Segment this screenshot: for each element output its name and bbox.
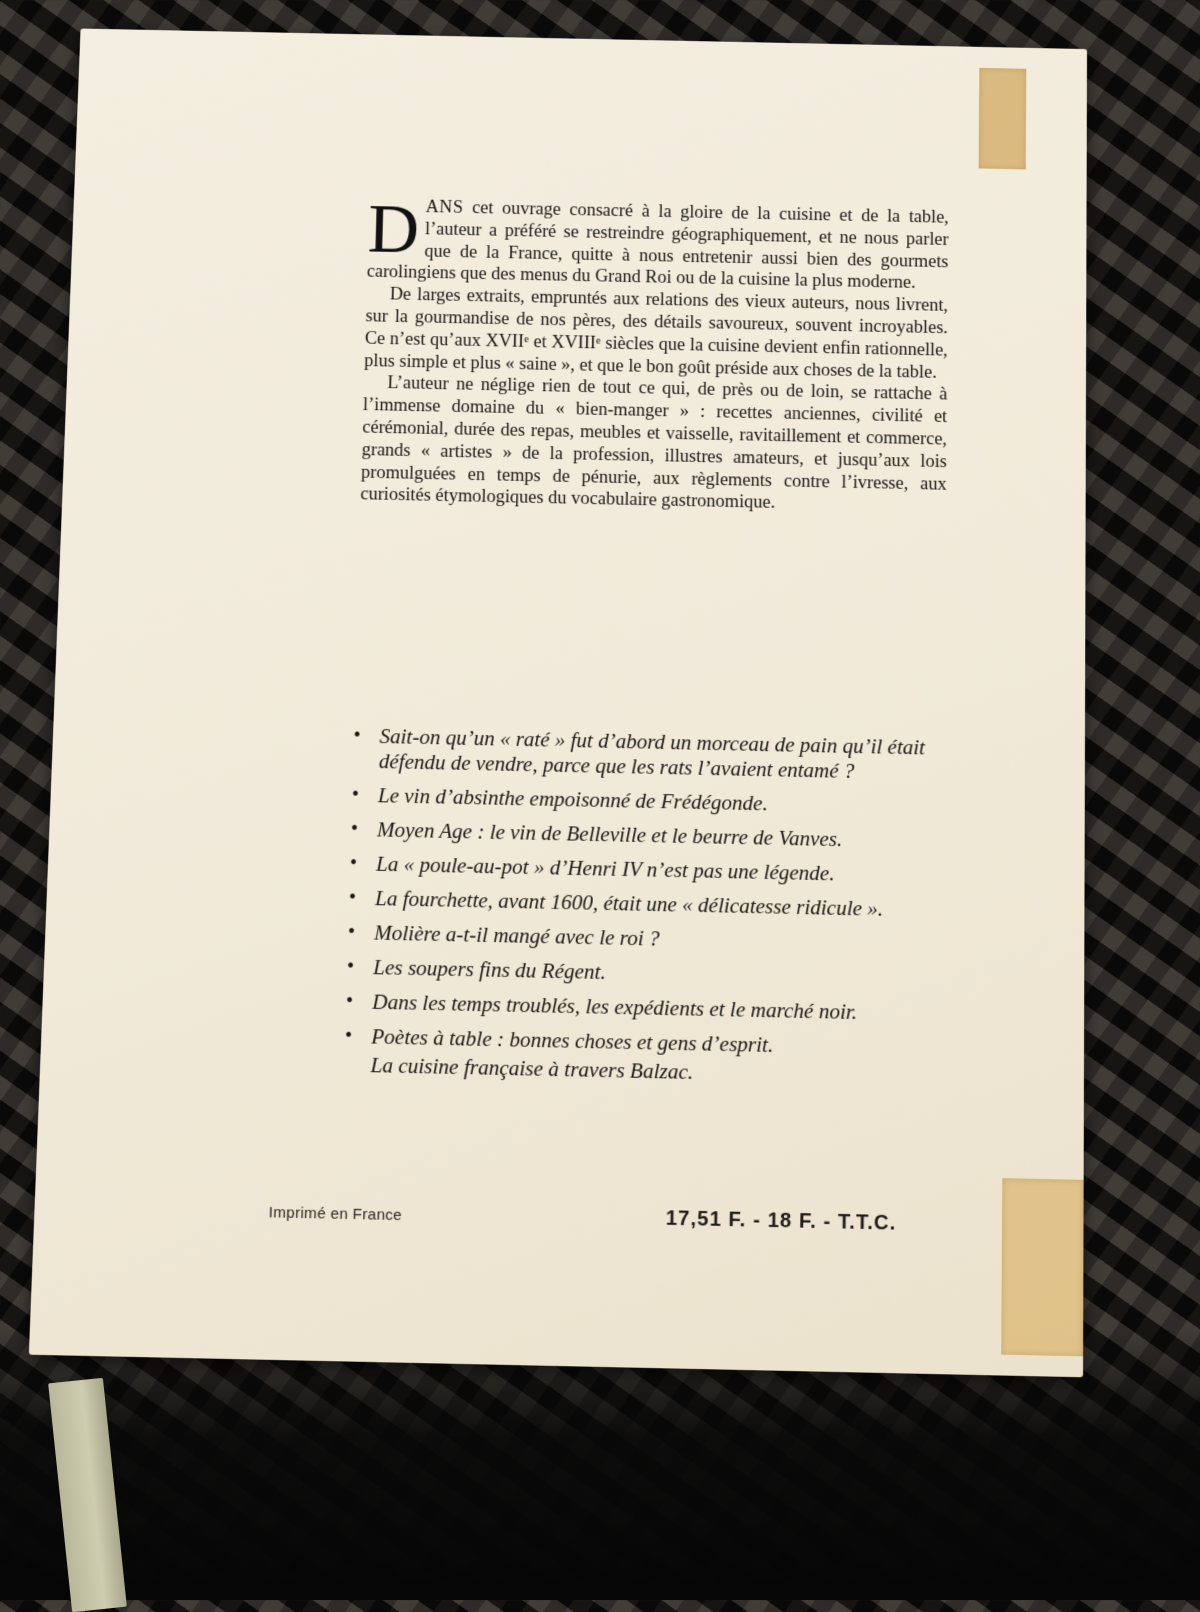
list-item [348, 920, 954, 958]
intro-paragraph-2: De larges extraits, empruntés aux relations des vieux auteurs, nous livrent, sur la gourmandise de nos pères, des détails savoureux, souvent incroyables. Ce n’est qu’aux XVIIᵉ et XVIIIᵉ siècles que la cuisine devient enfin rationnelle, plus simple et plus « saine », et que le bon goût préside aux choses de la table. [363, 285, 949, 383]
list-item [352, 783, 955, 821]
list-item-text: La « poule-au-pot » d’Henri IV n’est pas une légende. [375, 851, 835, 886]
bullet-icon: • [349, 852, 358, 875]
list-item-text: La fourchette, avant 1600, était une « délicatesse ridicule ». [374, 885, 884, 921]
book-back-cover [29, 29, 1087, 1378]
bullet-icon: • [347, 920, 356, 944]
highlights-list [344, 723, 955, 1099]
paragraph-text: cet ouvrage consacré à la gloire de la cuisine et de la table, l’auteur a préféré se restreindre géographiquement, et ne nous parler que de la France, quitte à nous entretenir aussi bien des gourmets carolingiens que des menus du Grand Roi ou de la cuisine la plus moderne. [366, 198, 949, 294]
intro-paragraph-1 [366, 189, 949, 295]
drop-cap-lead: ANS [425, 197, 464, 218]
bullet-icon: • [348, 886, 357, 909]
list-item-text: Les soupers fins du Régent. [372, 954, 607, 985]
bullet-icon: • [351, 783, 360, 806]
list-item-text: Le vin d’absinthe empoisonné de Frédégonde. [377, 783, 769, 816]
bullet-icon: • [345, 989, 354, 1013]
list-item-text: Poètes à table : bonnes choses et gens d’esprit. [370, 1024, 774, 1058]
list-item [352, 723, 954, 786]
bullet-icon: • [346, 955, 355, 978]
list-item-text: Dans les temps troublés, les expédients et le marché noir. [371, 989, 858, 1025]
list-item [351, 817, 954, 855]
list-item-text: La cuisine française à travers Balzac. [370, 1052, 694, 1085]
list-item-text: Sait-on qu’un « raté » fut d’abord un morceau de pain qu’il était défendu de vendre, parce que les rats l’avaient entamé ? [378, 723, 926, 784]
list-item [347, 954, 953, 992]
imprint-note: Imprimé en France [268, 1203, 403, 1225]
bullet-icon: • [353, 724, 361, 747]
drop-cap: D [366, 189, 421, 268]
list-item [350, 851, 954, 889]
intro-paragraph-3: L’auteur ne néglige rien de tout ce qui, de près ou de loin, se rattache à l’immense domaine du « bien-manger » : recettes anciennes, civilité et cérémonial, durée des repas, meubles et vaisselle, ravitaillement et commerce, grands « artistes » de la profession, illustres amateurs, et jusqu’aux lois promulguées en temps de pénurie, aux règlements contre l’ivresse, aux curiosités étymologiques du vocabulaire gastronomique. [360, 373, 948, 514]
bullet-icon: • [350, 817, 359, 841]
list-item-text: Moyen Age : le vin de Belleville et le beurre de Vanves. [376, 817, 843, 852]
intro-text [360, 189, 949, 518]
bullet-icon: • [344, 1024, 353, 1048]
list-item [346, 989, 953, 1027]
list-item [349, 885, 954, 923]
price-label: 17,51 F. - 18 F. - T.T.C. [665, 1207, 897, 1235]
tape-strip-top [979, 68, 1027, 170]
list-item-text: Molière a-t-il mangé avec le roi ? [373, 920, 660, 951]
tape-strip-bottom [1001, 1178, 1083, 1356]
